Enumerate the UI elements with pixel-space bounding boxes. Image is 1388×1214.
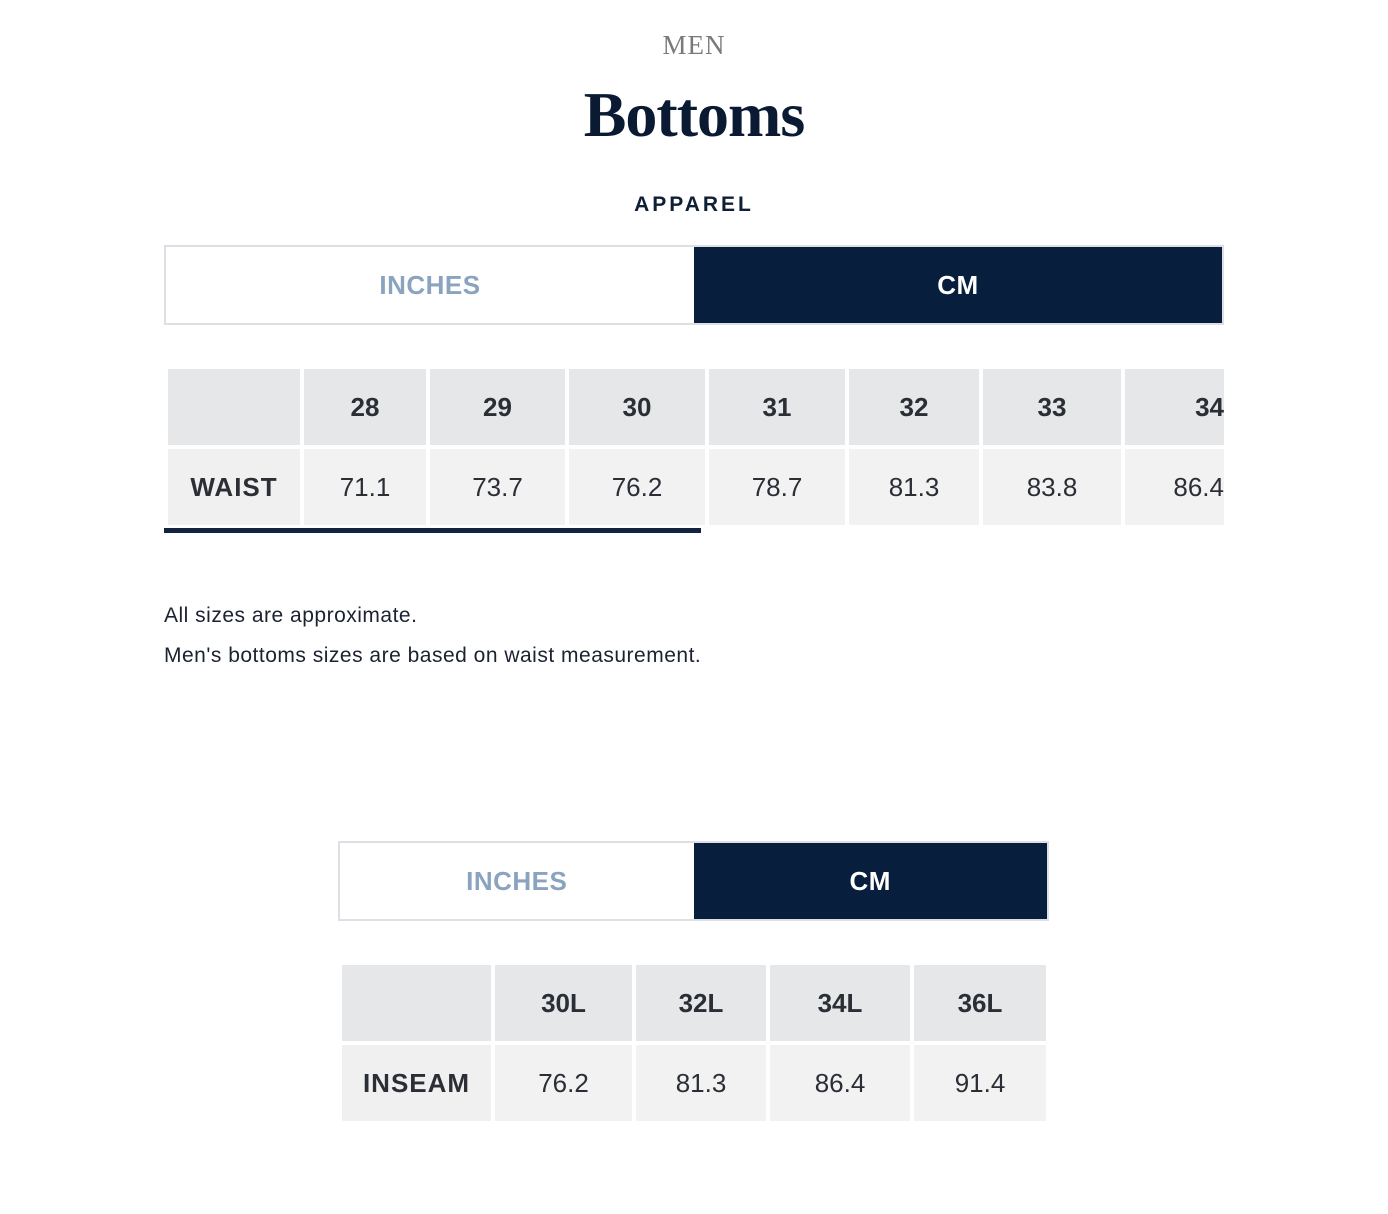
page-title: Bottoms xyxy=(583,79,805,150)
size-header-32: 32 xyxy=(849,369,979,445)
waist-inches-tab[interactable]: INCHES xyxy=(166,247,694,323)
size-header-32l: 32L xyxy=(636,965,766,1041)
size-header-29: 29 xyxy=(430,369,565,445)
size-value-33: 83.8 xyxy=(983,449,1121,525)
size-header-30l: 30L xyxy=(495,965,632,1041)
size-header-33: 33 xyxy=(983,369,1121,445)
size-value-31: 78.7 xyxy=(709,449,845,525)
size-header-34: 34 xyxy=(1125,369,1224,445)
size-header-28: 28 xyxy=(304,369,426,445)
waist-cm-tab[interactable]: CM xyxy=(694,247,1222,323)
size-header-36l: 36L xyxy=(914,965,1046,1041)
table-scroll-indicator[interactable] xyxy=(164,528,701,533)
size-value-36l: 91.4 xyxy=(914,1045,1046,1121)
inseam-cm-tab[interactable]: CM xyxy=(694,843,1048,919)
row-label: INSEAM xyxy=(342,1045,491,1121)
size-value-32l: 81.3 xyxy=(636,1045,766,1121)
size-header-34l: 34L xyxy=(770,965,910,1041)
size-value-32: 81.3 xyxy=(849,449,979,525)
size-notes xyxy=(164,596,701,676)
note-approximate: All sizes are approximate. xyxy=(164,604,418,627)
category-eyebrow: MEN xyxy=(662,30,726,60)
size-value-30l: 76.2 xyxy=(495,1045,632,1121)
inseam-unit-toggle xyxy=(338,841,1049,921)
size-value-34l: 86.4 xyxy=(770,1045,910,1121)
size-header-31: 31 xyxy=(709,369,845,445)
size-value-28: 71.1 xyxy=(304,449,426,525)
size-value-29: 73.7 xyxy=(430,449,565,525)
table-corner-cell xyxy=(342,965,491,1041)
row-label: WAIST xyxy=(168,449,300,525)
size-header-30: 30 xyxy=(569,369,705,445)
size-value-34: 86.4 xyxy=(1125,449,1224,525)
note-waist-basis: Men's bottoms sizes are based on waist measurement. xyxy=(164,644,702,667)
waist-unit-toggle xyxy=(164,245,1224,325)
table-corner-cell xyxy=(168,369,300,445)
inseam-inches-tab[interactable]: INCHES xyxy=(340,843,694,919)
size-value-30: 76.2 xyxy=(569,449,705,525)
section-label: APPAREL xyxy=(634,193,754,216)
